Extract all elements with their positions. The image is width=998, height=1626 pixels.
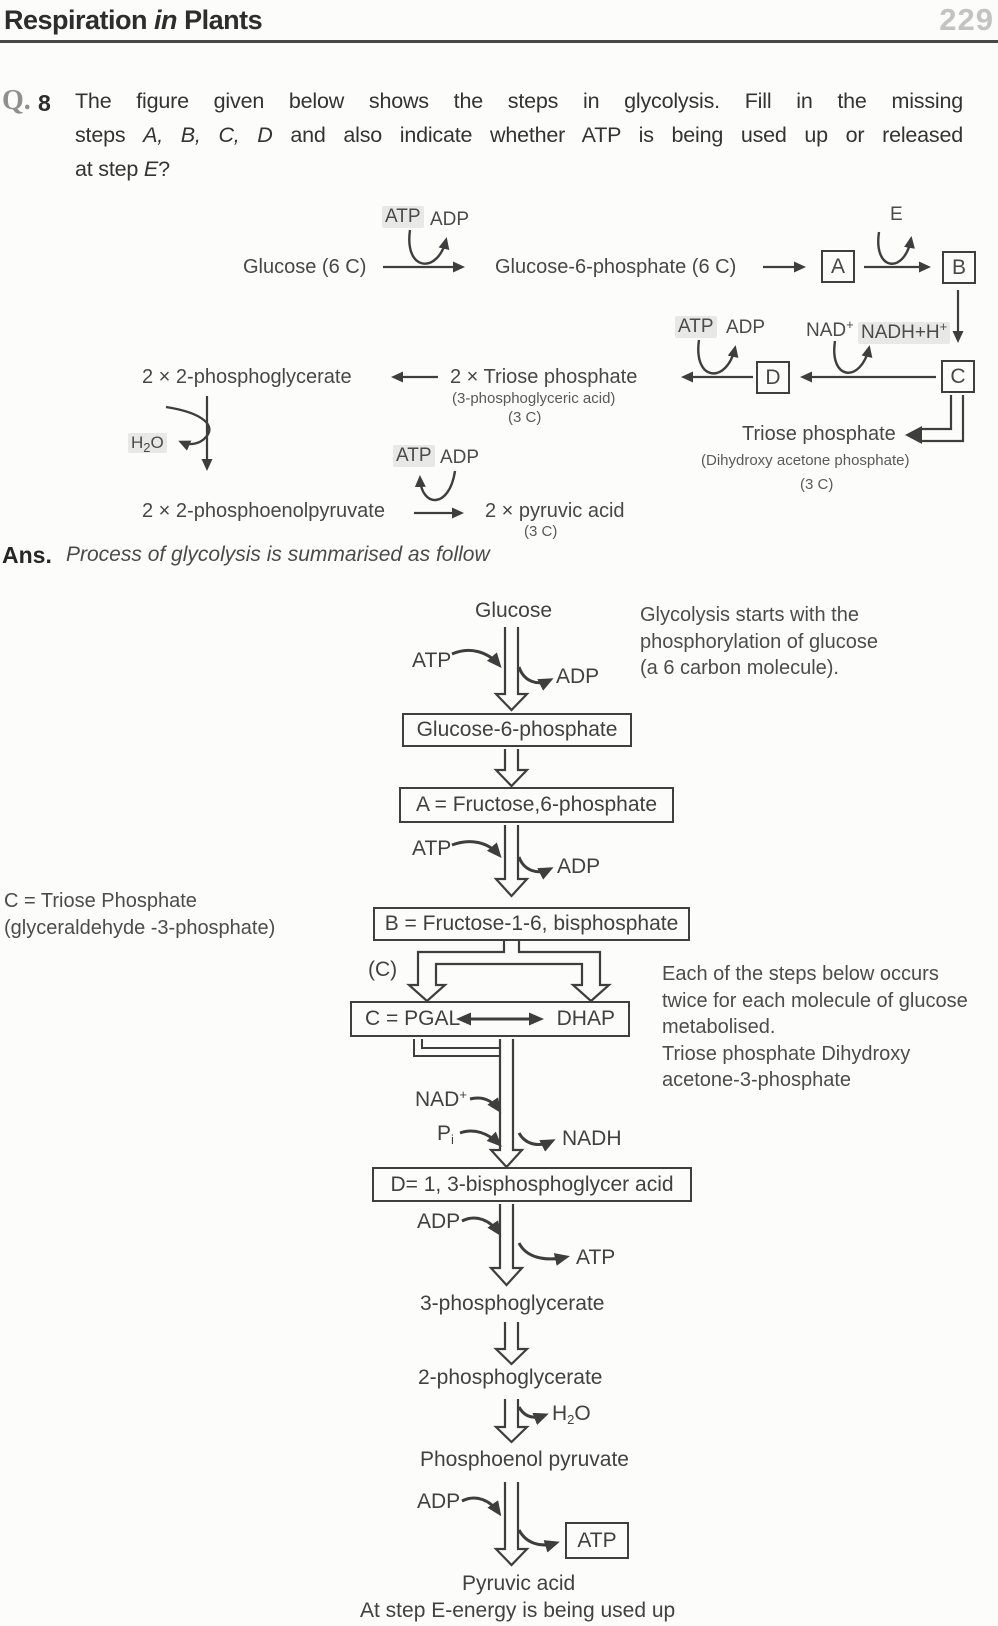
q-pyruvic-sub: (3 C) (524, 523, 558, 540)
q-h2o-post: O (150, 433, 164, 452)
f-h2o-post: O (574, 1402, 591, 1425)
f-box-c (350, 1001, 630, 1037)
f-footer-label: At step E-energy is being used up (360, 1599, 676, 1622)
f-box-b: B = Fructose-1-6, bisphosphate (373, 907, 690, 941)
q-e-label: E (890, 204, 903, 225)
q-dhap-sub1: (Dihydroxy acetone phosphate) (701, 452, 910, 469)
q-line3-post: ? (158, 157, 170, 181)
q-nad-sup: + (846, 317, 854, 332)
note-steps (662, 961, 968, 1094)
f-h2o-label (552, 1402, 591, 1426)
title-part-2: in (154, 5, 178, 35)
page-number: 229 (939, 2, 994, 37)
note-glycolysis-line2: phosphorylation of glucose (640, 630, 878, 653)
q-line2-post: and also indicate whether ATP is being used up or released (272, 123, 963, 147)
question-line-2 (75, 123, 963, 148)
f-pg2-label: 2-phosphoglycerate (418, 1366, 603, 1389)
f-h2o-sub: 2 (567, 1412, 575, 1427)
q-h2o-base: H (131, 433, 144, 452)
f-box-c-pgal: C = PGAL (365, 1007, 461, 1030)
f-atp1-label: ATP (412, 649, 452, 672)
q-line3-pre: at step (75, 157, 144, 181)
f-nad-sup: + (459, 1087, 467, 1102)
answer-intro: Process of glycolysis is summarised as follow (66, 543, 490, 566)
f-pi-label (437, 1122, 454, 1146)
title-part-1: Respiration (4, 5, 148, 35)
q-nadh-label (858, 319, 950, 344)
f-nad-label (415, 1088, 467, 1112)
note-glycolysis-line3: (a 6 carbon molecule). (640, 657, 839, 679)
f-nadh-label: NADH (562, 1127, 622, 1150)
f-atp2-label: ATP (412, 837, 452, 860)
f-adp3-label: ADP (417, 1210, 461, 1233)
f-pyruvic-label: Pyruvic acid (462, 1572, 576, 1595)
q-nad-label (806, 317, 854, 342)
f-p-sub: i (451, 1132, 454, 1147)
q-atp3-label: ATP (393, 445, 435, 467)
f-atp4-box: ATP (565, 1522, 629, 1559)
note-steps-line1: Each of the steps below occurs (662, 963, 939, 985)
q-line2-italic: A, B, C, D (143, 123, 273, 147)
q-box-b: B (942, 251, 976, 284)
q-adp1-label: ADP (430, 209, 470, 230)
q-triose-sub1: (3-phosphoglyceric acid) (452, 390, 616, 407)
q-dhap-label: Triose phosphate (742, 423, 896, 445)
page-title (4, 5, 262, 36)
q-box-a: A (821, 250, 855, 283)
q-glucose-label: Glucose (6 C) (243, 256, 367, 278)
f-pg3-label: 3-phosphoglycerate (420, 1292, 605, 1315)
question-number: 8 (38, 90, 51, 116)
q-nad-base: NAD (806, 320, 847, 341)
note-c (4, 888, 275, 941)
q-atp2-label: ATP (675, 316, 717, 338)
f-box-d: D= 1, 3-bisphosphoglycer acid (372, 1167, 692, 1202)
f-box-g6p: Glucose-6-phosphate (402, 713, 632, 747)
q-line2-pre: steps (75, 123, 144, 147)
q-triose-sub2: (3 C) (508, 409, 542, 426)
note-c-line1: C = Triose Phosphate (4, 890, 197, 912)
q-pep-label: 2 × 2-phosphoenolpyruvate (142, 500, 385, 522)
note-c-line2: (glyceraldehyde -3-phosphate) (4, 916, 276, 939)
f-box-c-dhap: DHAP (556, 1007, 615, 1030)
q-adp2-label: ADP (726, 317, 766, 338)
q-adp3-label: ADP (440, 447, 480, 468)
note-steps-line3: metabolised. (662, 1016, 776, 1038)
q-dhap-sub2: (3 C) (800, 476, 834, 493)
f-nad-base: NAD (415, 1088, 460, 1111)
note-steps-line5: acetone-3-phosphate (662, 1069, 852, 1091)
f-glucose-label: Glucose (475, 599, 553, 622)
note-glycolysis (640, 602, 878, 682)
q-nadh-base: NADH+H (861, 322, 940, 343)
q-pyruvic-label: 2 × pyruvic acid (485, 500, 625, 522)
note-steps-line4: Triose phosphate Dihydroxy (662, 1042, 911, 1065)
q-atp1-label: ATP (382, 206, 424, 228)
q-nadh-sup: + (939, 319, 948, 334)
f-h2o-base: H (552, 1402, 568, 1425)
q-g6p-label: Glucose-6-phosphate (6 C) (495, 256, 737, 278)
q-line3-italic: E (143, 157, 159, 181)
f-box-a: A = Fructose,6-phosphate (399, 787, 674, 823)
q-phosphoglycerate-label: 2 × 2-phosphoglycerate (142, 366, 352, 388)
title-part-3: Plants (184, 5, 263, 35)
question-label: Q. (2, 85, 31, 116)
question-line-3 (75, 157, 963, 182)
q-box-c: C (941, 360, 975, 393)
question-line-1: The figure given below shows the steps in glycolysis. Fill in the missing (75, 89, 963, 113)
f-pep-label: Phosphoenol pyruvate (420, 1448, 629, 1471)
q-box-d: D (756, 361, 790, 394)
f-c-branch-label: (C) (368, 958, 398, 981)
f-p-base: P (437, 1122, 452, 1145)
answer-label: Ans. (2, 542, 52, 568)
f-adp4-label: ADP (417, 1490, 461, 1513)
f-adp1-label: ADP (556, 665, 600, 688)
q-triose-label: 2 × Triose phosphate (450, 366, 638, 388)
f-adp2-label: ADP (557, 855, 601, 878)
q-h2o-label (128, 433, 167, 453)
q-h2o-sub: 2 (143, 440, 151, 455)
f-atp3-label: ATP (576, 1246, 616, 1269)
header-rule (0, 40, 998, 43)
note-glycolysis-line1: Glycolysis starts with the (640, 604, 859, 626)
note-steps-line2: twice for each molecule of glucose (662, 989, 968, 1012)
